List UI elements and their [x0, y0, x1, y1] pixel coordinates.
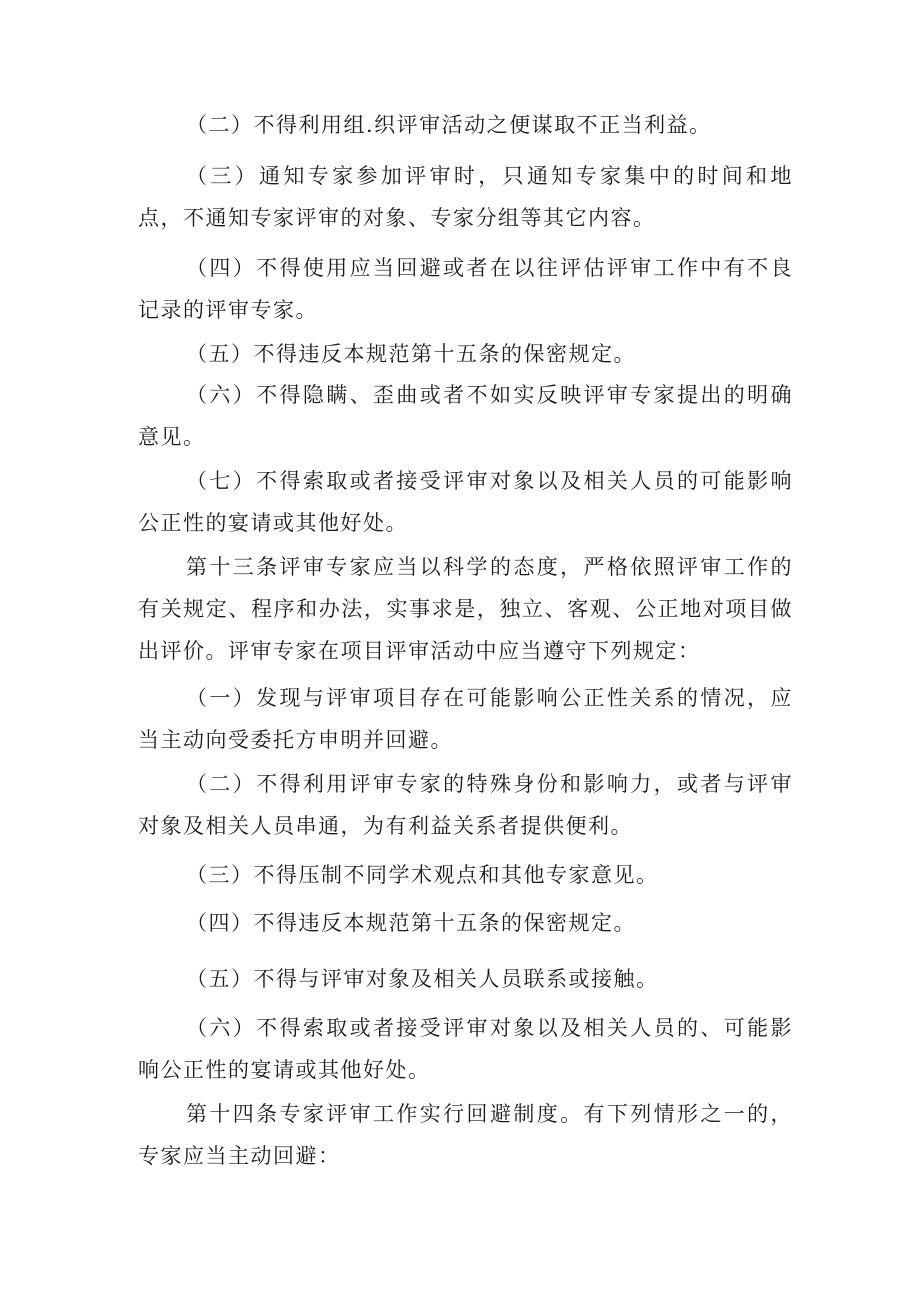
paragraph-2-item-4: （四）不得使用应当回避或者在以往评估评审工作中有不良记录的评审专家。 — [138, 256, 793, 322]
article-13-paragraph: 第十三条评审专家应当以科学的态度，严格依照评审工作的有关规定、程序和办法，实事求是，独立、客观、公正地对项目做出评价。评审专家在项目评审活动中应当遵守下列规定： — [138, 555, 793, 663]
paragraph-2-item-6: （六）不得隐瞒、歪曲或者不如实反映评审专家提出的明确意见。 — [138, 383, 793, 449]
article-13-item-1: （一）发现与评审项目存在可能影响公正性关系的情况，应当主动向受委托方申明并回避。 — [138, 686, 793, 752]
paragraph-2-item-7: （七）不得索取或者接受评审对象以及相关人员的可能影响公正性的宴请或其他好处。 — [138, 469, 793, 535]
article-13-item-3: （三）不得压制不同学术观点和其他专家意见。 — [186, 863, 659, 887]
paragraph-2-item-2: （二）不得利用组.织评审活动之便谋取不正当利益。 — [186, 113, 712, 137]
paragraph-2-item-3: （三）通知专家参加评审时，只通知专家集中的时间和地点，不通知专家评审的对象、专家分组等其它内容。 — [138, 164, 793, 230]
paragraph-2-item-5: （五）不得违反本规范第十五条的保密规定。 — [186, 342, 636, 366]
article-13-item-4: （四）不得违反本规范第十五条的保密规定。 — [186, 911, 636, 935]
article-13-item-5: （五）不得与评审对象及相关人员联系或接触。 — [186, 967, 659, 991]
article-13-item-2: （二）不得利用评审专家的特殊身份和影响力，或者与评审对象及相关人员串通，为有利益关系者提供便利。 — [138, 772, 793, 838]
article-14-paragraph: 第十四条专家评审工作实行回避制度。有下列情形之一的，专家应当主动回避： — [138, 1102, 793, 1168]
article-13-item-6: （六）不得索取或者接受评审对象以及相关人员的、可能影响公正性的宴请或其他好处。 — [138, 1016, 793, 1082]
